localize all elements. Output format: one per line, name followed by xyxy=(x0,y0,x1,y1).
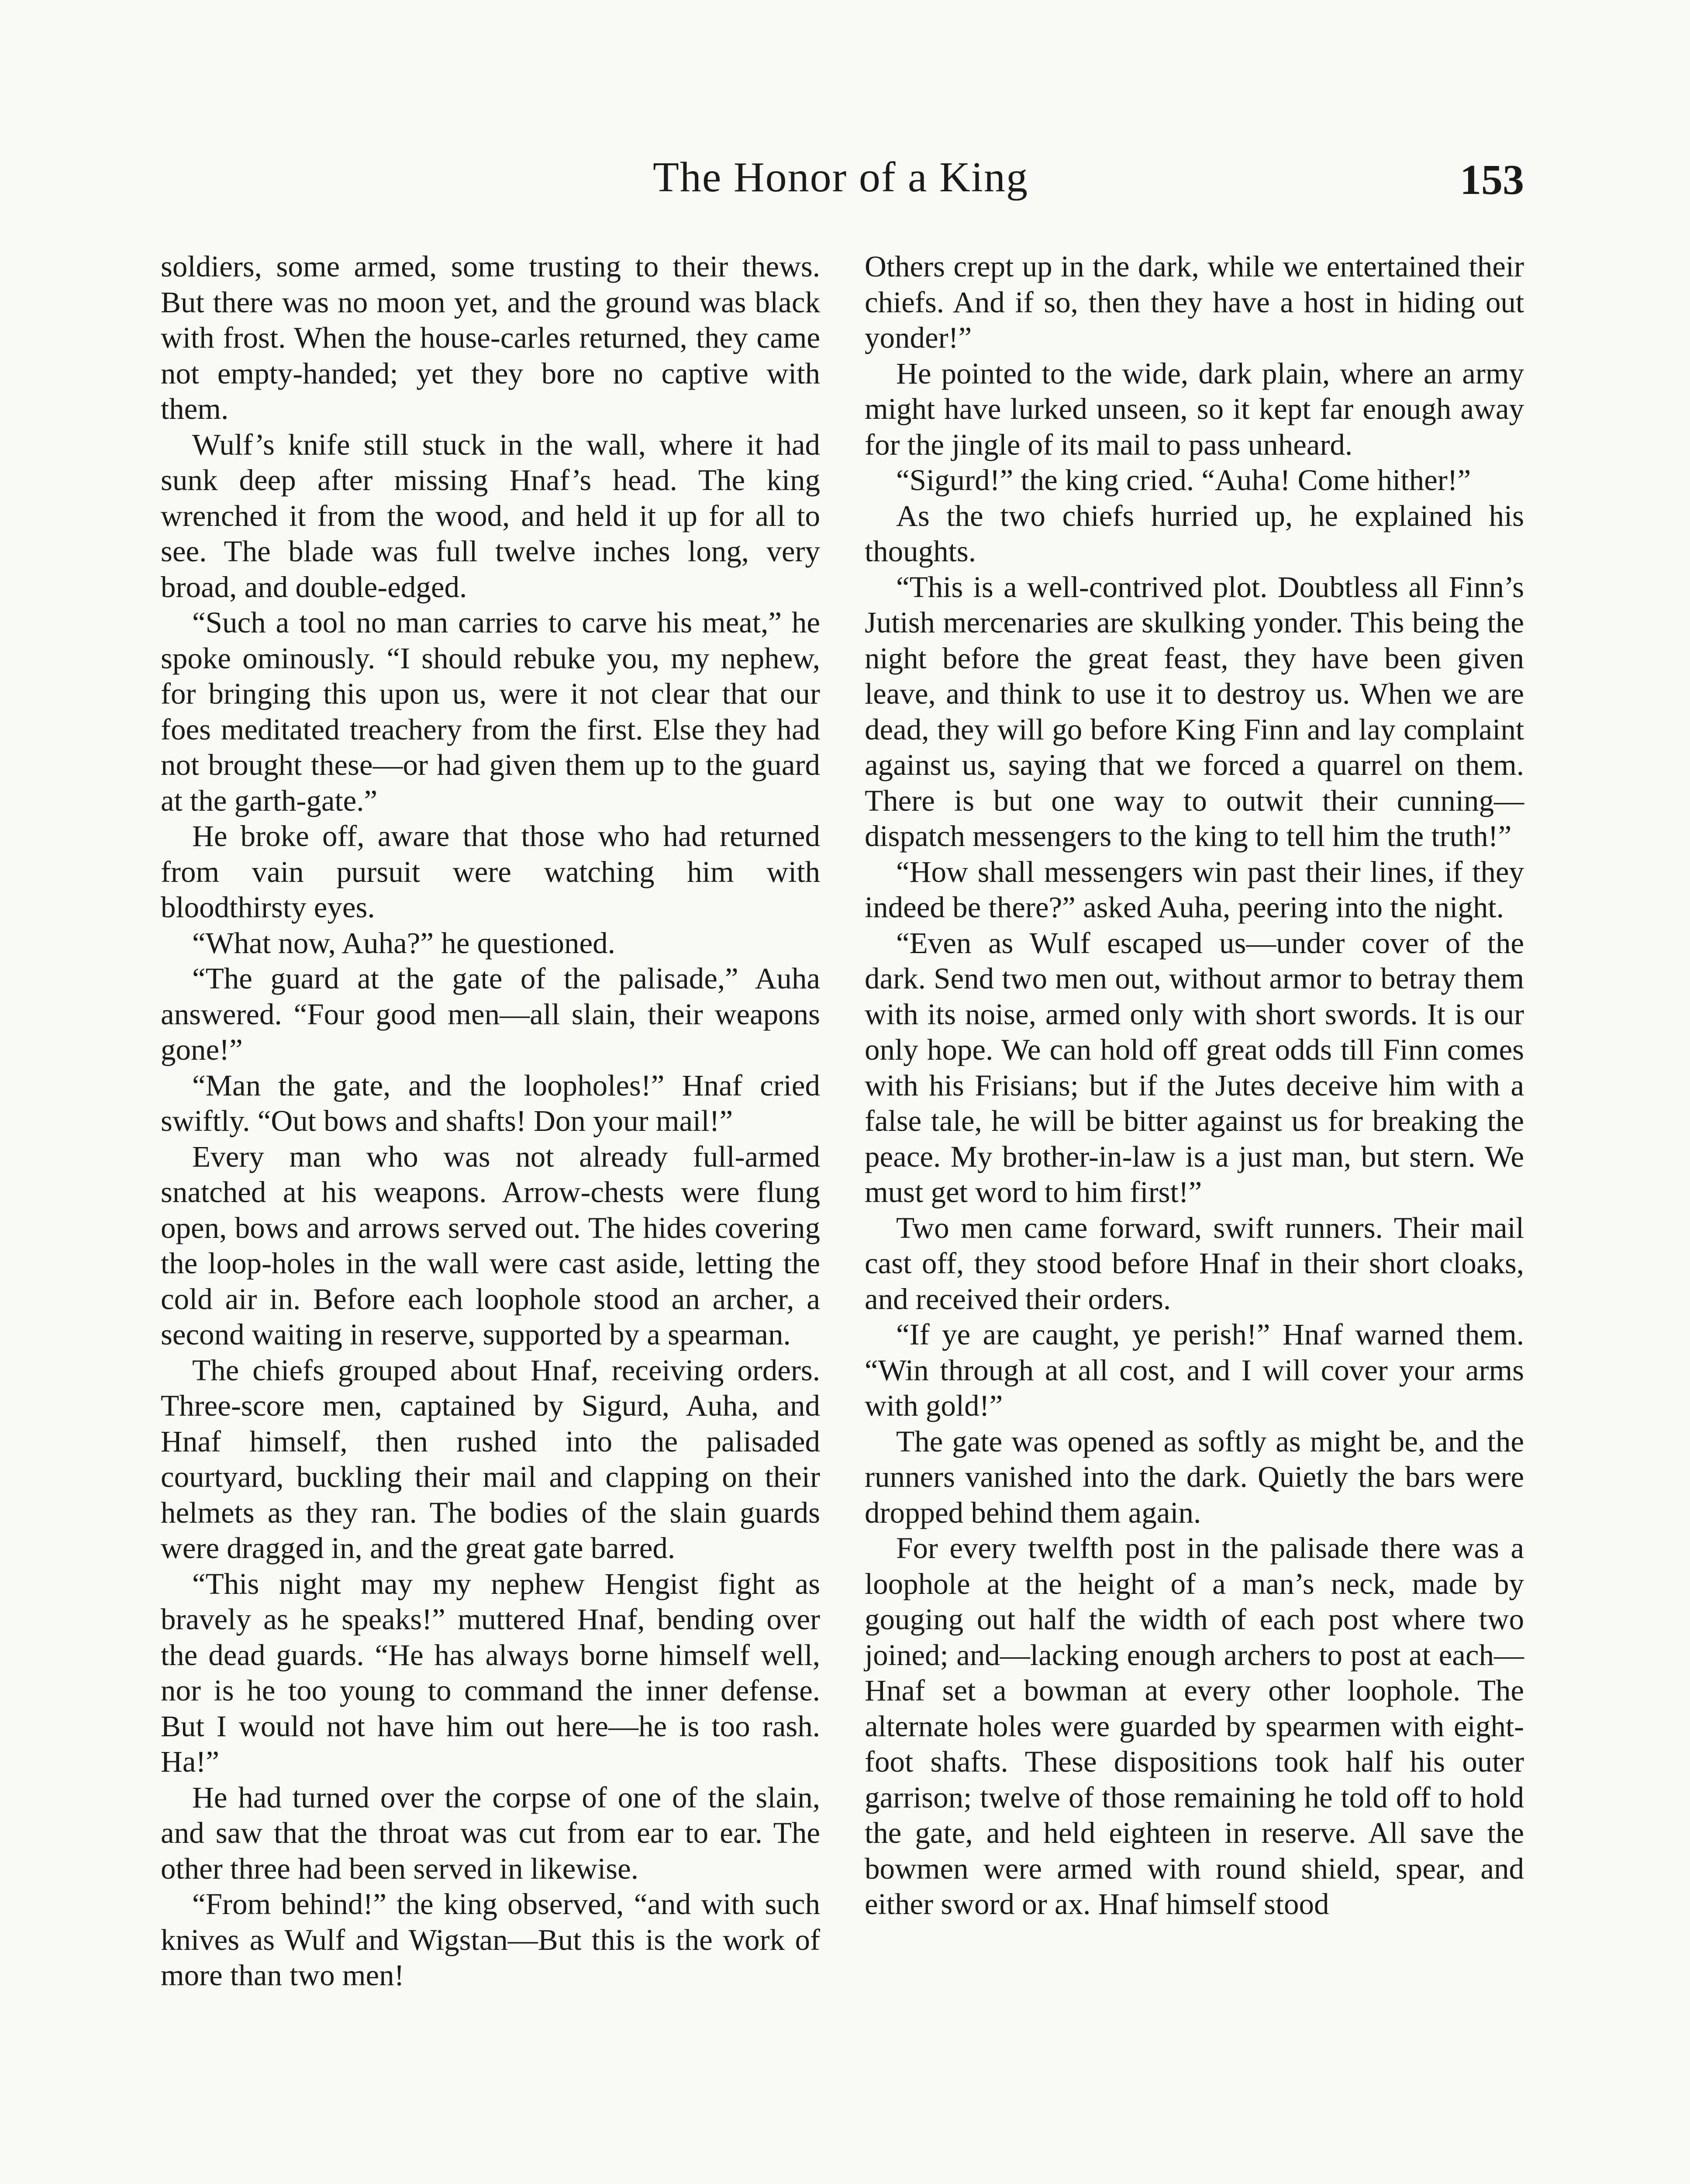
paragraph: For every twelfth post in the palisade there was a loophole at the height of a man’s neck, made by gouging out half the width of each post where two joined; and—lacking enough archers to post at each—Hnaf set a bowman at every other loophole. The alternate holes were guarded by spearmen with eight-foot shafts. These dispositions took half his outer garrison; twelve of those remaining he told off to hold the gate, and held eighteen in reserve. All save the bowmen were armed with round shield, spear, and either sword or ax. Hnaf himself stood xyxy=(865,1531,1524,1921)
paragraph: “This night may my nephew Hengist fight as bravely as he speaks!” muttered Hnaf, bending over the dead guards. “He has always borne himself well, nor is he too young to command the inner defense. But I would not have him out here—he is too rash. Ha!” xyxy=(161,1567,820,1778)
paragraph: “From behind!” the king observed, “and with such knives as Wulf and Wigstan—But this is the work of more than two men! xyxy=(161,1887,820,1992)
paragraph: Wulf’s knife still stuck in the wall, where it had sunk deep after missing Hnaf’s head. The king wrenched it from the wood, and held it up for all to see. The blade was full twelve inches long, very broad, and double-edged. xyxy=(161,428,820,604)
paragraph: “What now, Auha?” he questioned. xyxy=(192,926,615,960)
paragraph: “Sigurd!” the king cried. “Auha! Come hither!” xyxy=(896,463,1471,497)
running-head xyxy=(157,153,1524,214)
paragraph: The chiefs grouped about Hnaf, receiving orders. Three-score men, captained by Sigurd, Auha, and Hnaf himself, then rushed into the palisaded courtyard, buckling their mail and clapping on their helmets as they ran. The bodies of the slain guards were dragged in, and the great gate barred. xyxy=(161,1353,820,1565)
paragraph: He broke off, aware that those who had returned from vain pursuit were watching him with bloodthirsty eyes. xyxy=(161,819,820,924)
paragraph: The gate was opened as softly as might be, and the runners vanished into the dark. Quietly the bars were dropped behind them again. xyxy=(865,1424,1524,1529)
paragraph: He pointed to the wide, dark plain, where an army might have lurked unseen, so it kept far enough away for the jingle of its mail to pass unheard. xyxy=(865,356,1524,461)
paragraph: “Such a tool no man carries to carve his meat,” he spoke ominously. “I should rebuke you, my nephew, for bringing this upon us, were it not clear that our foes meditated treachery from the first. Else they had not brought these—or had given them up to the guard at the garth-gate.” xyxy=(161,606,820,817)
paragraph: Two men came forward, swift runners. Their mail cast off, they stood before Hnaf in their short cloaks, and received their orders. xyxy=(865,1211,1524,1316)
paragraph: “This is a well-contrived plot. Doubtless all Finn’s Jutish mercenaries are skulking yonder. This being the night before the great feast, they have been given leave, and think to use it to destroy us. When we are dead, they will go before King Finn and lay complaint against us, saying that we forced a quarrel on them. There is but one way to outwit their cunning—dispatch messengers to the king to tell him the truth!” xyxy=(865,570,1524,853)
paragraph: “How shall messengers win past their lines, if they indeed be there?” asked Auha, peering into the night. xyxy=(865,855,1524,924)
right-column xyxy=(865,249,1524,1922)
running-title: The Honor of a King xyxy=(653,154,1028,201)
paragraph: As the two chiefs hurried up, he explained his thoughts. xyxy=(865,499,1524,568)
paragraph: Every man who was not already full-armed snatched at his weapons. Arrow-chests were flung open, bows and arrows served out. The hides covering the loop-holes in the wall were cast aside, letting the cold air in. Before each loophole stood an archer, a second waiting in reserve, supported by a spearman. xyxy=(161,1140,820,1351)
paragraph: He had turned over the corpse of one of the slain, and saw that the throat was cut from ear to ear. The other three had been served in likewise. xyxy=(161,1780,820,1885)
left-column xyxy=(161,249,820,1994)
paragraph: “Man the gate, and the loopholes!” Hnaf cried swiftly. “Out bows and shafts! Don your mail!” xyxy=(161,1068,820,1137)
paragraph: “Even as Wulf escaped us—under cover of the dark. Send two men out, without armor to betray them with its noise, armed only with short swords. It is our only hope. We can hold off great odds till Finn comes with his Frisians; but if the Jutes deceive him with a false tale, he will be bitter against us for breaking the peace. My brother-in-law is a just man, but stern. We must get word to him first!” xyxy=(865,926,1524,1209)
paragraph: “The guard at the gate of the palisade,” Auha answered. “Four good men—all slain, their weapons gone!” xyxy=(161,962,820,1066)
paragraph: soldiers, some armed, some trusting to their thews. But there was no moon yet, and the ground was black with frost. When the house-carles returned, they came not empty-handed; yet they bore no captive with them. xyxy=(161,250,820,425)
paragraph: Others crept up in the dark, while we entertained their chiefs. And if so, then they have a host in hiding out yonder!” xyxy=(865,250,1524,354)
paragraph: “If ye are caught, ye perish!” Hnaf warned them. “Win through at all cost, and I will cover your arms with gold!” xyxy=(865,1318,1524,1422)
page-number: 153 xyxy=(1460,156,1524,204)
